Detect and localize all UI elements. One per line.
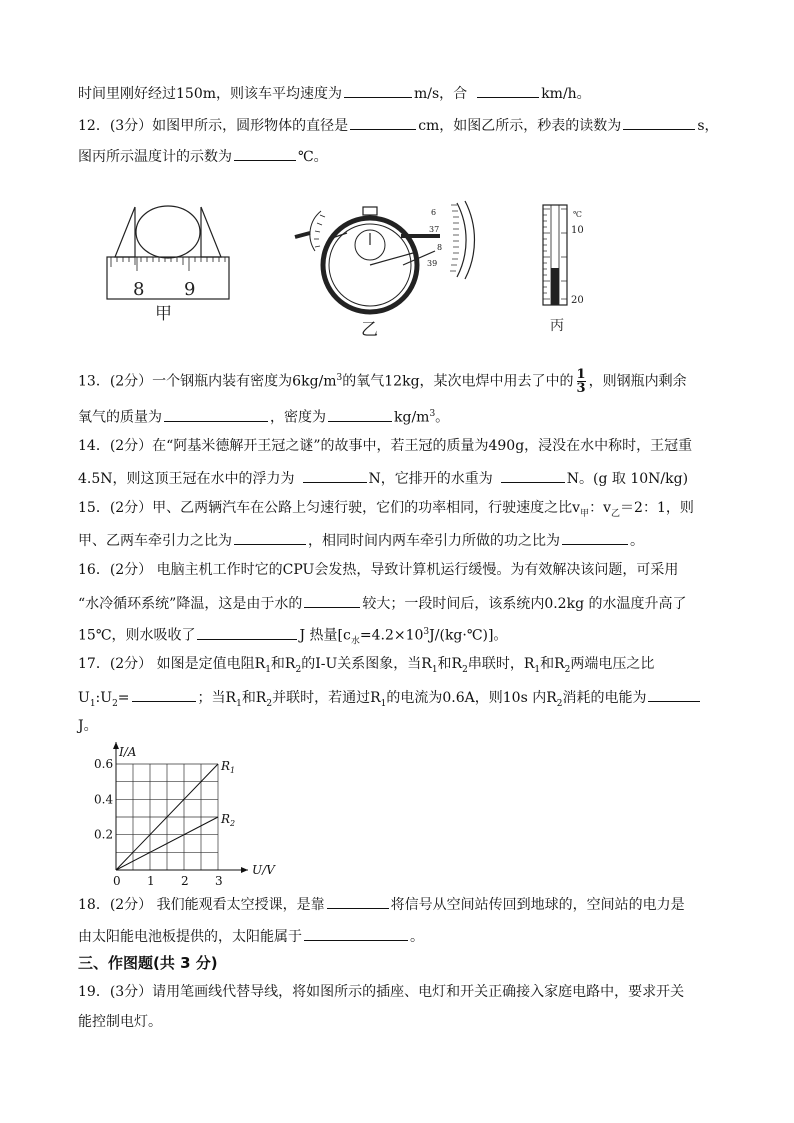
fraction-one-third: $\frac{1}{3}$ <box>576 367 586 397</box>
right-triangle-block <box>201 207 221 257</box>
thermometer-figure <box>543 205 567 305</box>
x-axis-arrow <box>241 867 248 873</box>
figure-label-yi: 乙 <box>361 320 378 340</box>
series-label-r1: $R_1$ <box>221 759 236 775</box>
dial-label-37: 37 <box>429 225 440 234</box>
y-tick-label: 0.2 <box>94 827 114 842</box>
answer-blank[interactable] <box>477 82 539 98</box>
answer-blank[interactable] <box>164 406 268 422</box>
answer-blank[interactable] <box>350 114 416 130</box>
answer-blank[interactable] <box>344 82 412 98</box>
answer-blank[interactable] <box>304 592 360 608</box>
q12-line-1: 12．(3分）如图甲所示，圆形物体的直径是 cm，如图乙所示，秒表的读数为 s， <box>78 114 719 136</box>
answer-blank[interactable] <box>327 893 389 909</box>
q15-line-1: 15．(2分）甲、乙两辆汽车在公路上匀速行驶，它们的功率相同，行驶速度之比$v_甲$：$v_乙=2$：1，则 <box>78 500 694 519</box>
ruler-label-9: 9 <box>184 279 196 300</box>
answer-blank[interactable] <box>234 529 306 545</box>
q17-line-1: 17．(2分） 如图是定值电阻$R_1$和$R_2$的I-U关系图象，当$R_1$和$R_2$串联时，$R_1$和$R_2$两端电压之比 <box>78 656 655 675</box>
dial-label-39: 39 <box>427 259 438 268</box>
thermometer-label-20: 20 <box>571 295 584 306</box>
answer-blank[interactable] <box>303 467 367 483</box>
q19-line-1: 19．(3分）请用笔画线代替导线，将如图所示的插座、电灯和开关正确接入家庭电路中，要求开关 <box>78 984 685 1000</box>
left-triangle-block <box>115 207 135 257</box>
y-tick-label: 0.4 <box>94 792 114 807</box>
thermometer-unit: ℃ <box>573 210 582 219</box>
q16-line-3: 15℃，则水吸收了 J 热量$[c_水=4.2\times 10^3J/(kg\cdot℃)]$。 <box>78 622 507 651</box>
q15-line-2: 甲、乙两车牵引力之比为 ，相同时间内两车牵引力所做的功之比为 。 <box>78 529 644 551</box>
q17-line-2: $U_1:U_2=$ ；当$R_1$和$R_2$并联时，若通过$R_1$的电流为0.6A，则10s 内$R_2$消耗的电能为 <box>78 686 702 714</box>
x-axis-label: U/V <box>252 863 275 877</box>
q14-line-2: 4.5N，则这顶王冠在水中的浮力为 N，它排开的水重为 N。(g 取 10N/kg) <box>78 467 688 489</box>
dial-label-8: 8 <box>437 243 443 252</box>
ruler-figure <box>107 206 229 299</box>
x-tick-label: 2 <box>181 874 189 888</box>
answer-blank[interactable] <box>328 406 392 422</box>
x-tick-label: 1 <box>147 874 155 888</box>
stopwatch-figure <box>295 201 474 312</box>
q18-line-1: 18．(2分） 我们能观看太空授课，是靠 将信号从空间站传回到地球的，空间站的电力是 <box>78 893 685 915</box>
x-tick-label: 3 <box>215 874 223 888</box>
answer-blank[interactable] <box>197 624 297 640</box>
x-tick-label: 0 <box>113 874 121 888</box>
answer-blank[interactable] <box>648 686 700 702</box>
q13-line-2: 氧气的质量为 ，密度为 $kg/m^3$。 <box>78 404 449 428</box>
liquid-column <box>551 268 559 305</box>
y-axis-label: I/A <box>119 745 137 759</box>
dial-label-6: 6 <box>431 208 437 217</box>
answer-blank[interactable] <box>562 529 628 545</box>
series-label-r2: $R_2$ <box>221 812 236 828</box>
q12-line-2: 图丙所示温度计的示数为 ℃。 <box>78 145 328 167</box>
iu-chart <box>88 740 278 890</box>
q14-line-1: 14．(2分）在“阿基米德解开王冠之谜”的故事中，若王冠的质量为490g，浸没在水中称时，王冠重 <box>78 438 693 454</box>
q12-figure <box>95 195 615 345</box>
section-heading: 三、作图题(共 3 分) <box>78 954 218 972</box>
answer-blank[interactable] <box>501 467 565 483</box>
ruler-body <box>107 257 229 299</box>
figure-label-bing: 丙 <box>550 318 564 334</box>
q17-line-3: J。 <box>78 718 98 734</box>
ruler-label-8: 8 <box>133 279 145 300</box>
series-label-subscript: 1 <box>230 766 236 775</box>
answer-blank[interactable] <box>234 145 296 161</box>
round-object <box>136 206 200 258</box>
q16-line-2: “水冷循环系统”降温，这是由于水的 较大；一段时间后，该系统内0.2kg 的水温度升高了 <box>78 592 687 614</box>
q16-line-1: 16．(2分） 电脑主机工作时它的CPU会发热，导致计算机运行缓慢。为有效解决该问题，可采用 <box>78 562 679 578</box>
y-tick-label: 0.6 <box>94 757 114 771</box>
q19-line-2: 能控制电灯。 <box>78 1014 162 1030</box>
series-label-subscript: 2 <box>230 819 236 828</box>
answer-blank[interactable] <box>304 925 408 941</box>
answer-blank[interactable] <box>132 686 196 702</box>
q11-tail-line: 时间里刚好经过150m，则该车平均速度为 m/s，合 km/h。 <box>78 82 591 104</box>
q13-line-1: 13．(2分）一个钢瓶内装有密度为$6kg/m^3$的氧气12kg，某次电焊中用去了中的 $\frac{1}{3}$ ，则钢瓶内剩余 <box>78 367 687 397</box>
q18-line-2: 由太阳能电池板提供的，太阳能属于 。 <box>78 925 424 947</box>
answer-blank[interactable] <box>623 114 695 130</box>
thermometer-label-10: 10 <box>571 225 584 236</box>
figure-label-jia: 甲 <box>155 304 172 324</box>
